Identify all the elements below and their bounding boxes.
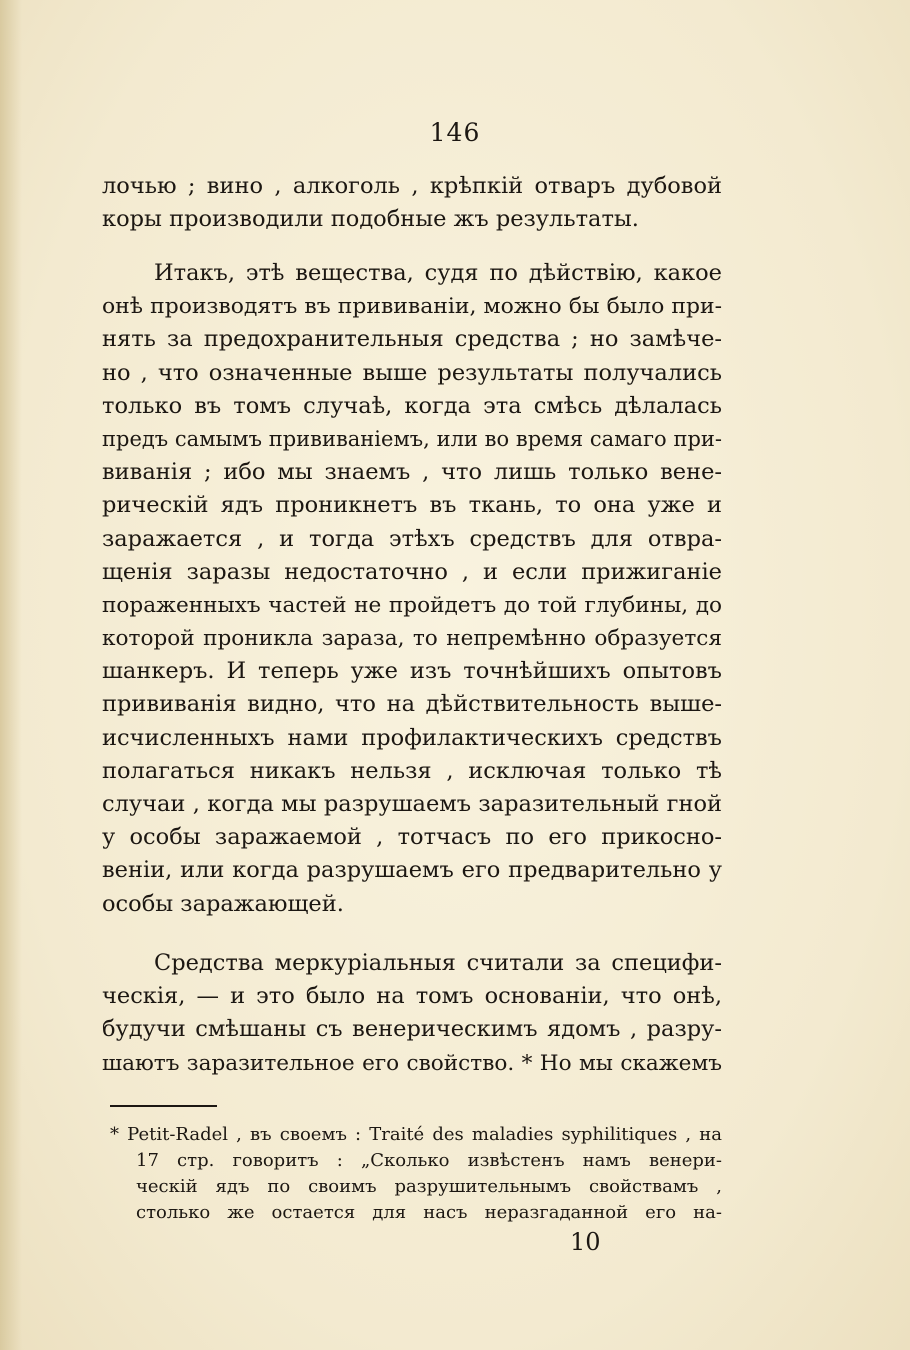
text-line: прививанія видно, что на дѣйствительность выше- [102,691,722,718]
text-line: но , что означенные выше результаты получались [102,359,722,386]
text-line: лочью ; вино , алкоголь , крѣпкій отваръ дубовой [102,173,722,199]
text-line: у особы заражаемой , тотчасъ по его прикосно- [102,824,722,851]
text-line: особы заражающей. [102,890,344,917]
text-line: Итакъ, этѣ вещества, судя по дѣйствію, какое [154,260,722,286]
text-line: щенія заразы недостаточно , и если прижиганіе [102,558,722,585]
page-number: 146 [429,118,481,147]
text-line: Средства меркуріальныя считали за специфи- [154,950,722,976]
text-line: шанкеръ. И теперь уже изъ точнѣйшихъ опытовъ [102,658,722,685]
text-line: рическій ядъ проникнетъ въ ткань, то она уже и [102,492,722,519]
footnote [110,1122,722,1226]
text-line: ческія, — и это было на томъ основаніи, что онѣ, [102,983,722,1010]
page-edge-shadow [0,0,22,1350]
text-line: виванія ; ибо мы знаемъ , что лишь только вене- [102,459,722,486]
paragraph-1 [102,170,722,236]
text-line: шаютъ заразительное его свойство. * Но мы скажемъ [102,1050,722,1076]
footnote-line: 17 стр. говоритъ : „Сколько извѣстенъ намъ венери- [136,1150,722,1171]
paragraph-3 [102,947,722,1080]
footnote-line: ческій ядъ по своимъ разрушительнымъ свойствамъ , [136,1176,722,1197]
footnote-divider [110,1105,217,1107]
footnote-line: * Petit-Radel , въ своемъ : Traité des maladies syphilitiques , на [110,1124,722,1145]
text-line: исчисленныхъ нами профилактическихъ средствъ [102,724,722,751]
text-line: заражается , и тогда этѣхъ средствъ для отвра- [102,525,722,552]
footnote-line: столько же остается для насъ неразгаданной его на- [136,1202,722,1223]
text-line: коры производили подобные жъ результаты. [102,206,639,233]
text-line: только въ томъ случаѣ, когда эта смѣсь дѣлалась [102,392,722,419]
text-line: которой проникла зараза, то непремѣнно образуется [102,626,722,652]
text-line: предъ самымъ прививаніемъ, или во время самаго при- [102,426,722,451]
catchword: 10 [570,1228,601,1256]
text-line: веніи, или когда разрушаемъ его предварительно у [102,857,722,884]
text-line: онѣ производятъ въ прививаніи, можно бы было при- [102,294,722,320]
text-line: полагаться никакъ нельзя , исключая только тѣ [102,757,722,784]
text-line: нять за предохранительныя средства ; но замѣче- [102,326,722,353]
text-line: случаи , когда мы разрушаемъ заразительный гной [102,791,722,817]
text-line: будучи смѣшаны съ венерическимъ ядомъ , разру- [102,1016,722,1043]
paragraph-2 [102,257,722,921]
text-line: пораженныхъ частей не пройдетъ до той глубины, до [102,592,722,618]
